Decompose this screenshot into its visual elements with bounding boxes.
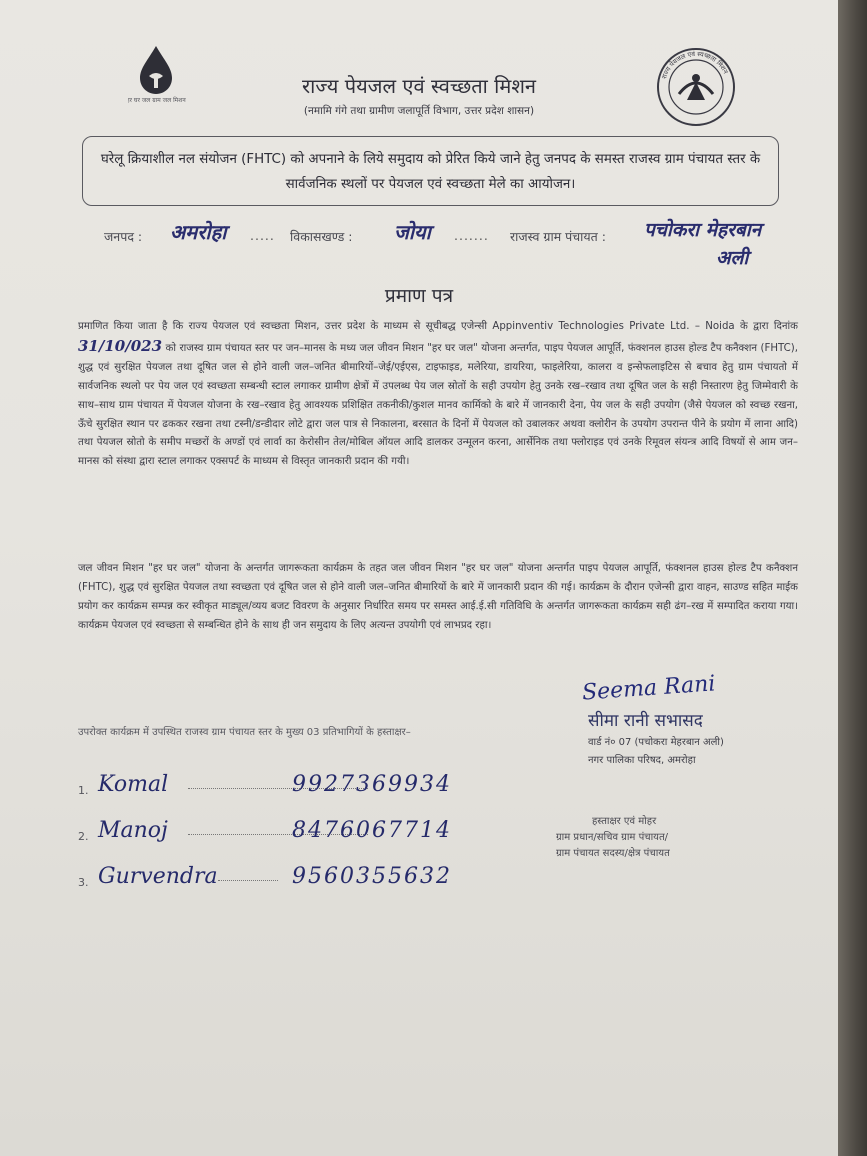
participant-row	[78, 772, 538, 812]
event-banner: घरेलू क्रियाशील नल संयोजन (FHTC) को अपनाने के लिये समुदाय को प्रेरित किये जाने हेतु जनपद के समस्त राजस्व ग्राम पंचायत स्तर के सार्वजनिक स्थलों पर पेयजल एवं स्वच्छता मेले का आयोजन।	[82, 136, 779, 206]
svg-text:हर घर जल ग्राम जल मिशन: हर घर जल ग्राम जल मिशन	[128, 97, 186, 104]
certificate-paragraph-1	[78, 318, 798, 472]
block-dots: .......	[454, 228, 489, 243]
panchayat-label: राजस्व ग्राम पंचायत :	[510, 229, 606, 244]
block-value: जोया	[394, 220, 431, 244]
background-edge	[838, 0, 867, 1156]
participant-name: Komal	[98, 772, 169, 797]
certificate-paragraph-2: जल जीवन मिशन "हर घर जल" योजना के अन्तर्गत जागरूकता कार्यक्रम के तहत जल जीवन मिशन "हर घर जल" योजना अन्तर्गत पाइप पेयजल आपूर्ति, फंक्शनल हाउस होल्ड टैप कनैक्शन (FHTC), शुद्ध एवं सुरक्षित पेयजल तथा स्वच्छता एवं दूषित जल से होने वाली जल–जनित बीमारियों के बारे में जानकारी प्रदान की गई। कार्यक्रम के दौरान एजेन्सी द्वारा वाहन, साउण्ड सहित माईक प्रयोग कर कार्यक्रम सम्पन्न कर स्वीकृत माड्यूल/व्यय बजट विवरण के अनुसार निर्धारित समय पर समस्त आई.ई.सी गतिविधि के अन्तर्गत जागरूकता कार्यक्रम सही ढंग–रख में सम्पादित कराया गया। कार्यक्रम पेयजल एवं स्वच्छता से सम्बन्धित होने के साथ ही जन समुदाय के लिए अत्यन्त उपयोगी एवं लाभप्रद रहा।	[78, 563, 798, 631]
svg-text:राज्य पेयजल एवं स्वच्छता मिशन: राज्य पेयजल एवं स्वच्छता मिशन	[660, 49, 730, 80]
sign-caption-line2: ग्राम प्रधान/सचिव ग्राम पंचायत/	[556, 832, 669, 843]
para1-after-date: को राजस्व ग्राम पंचायत स्तर पर जन–मानस के मध्य जल जीवन मिशन "हर घर जल" योजना अन्तर्गत, पाइप पेयजल आपूर्ति, फंक्शनल हाउस होल्ड टैप कनैक्शन (FHTC), शुद्ध एवं सुरक्षित पेयजल तथा दूषित जल से होने वाली जल–जनित बीमारियों–जेई/एईएस, टाइफाइड, मलेरिया, डायरिया, फाइलेरिया, कालरा व इन्सेफलाइटिस से बचाव हेतु ग्राम पंचायतो में सार्वजनिक स्थलो पर पेय जल एवं स्वच्छता सम्बन्धी स्टाल लगाकर ग्रामीण क्षेत्रों में उपलब्ध पेय जल स्रोतों के सही उपयोग हेतु उनके रख–रखाव तथा दूषित जल के सही निस्तारण हेतु जिम्मेवारी के साथ–साथ ग्राम पंचायत में पेयजल योजना के रख–रखाव हेतु आवश्यक प्रशिक्षित तकनीकी/कुशल मानव कार्मिको के बारे में जानकारी देना, पेय जल के सही उपयोग (जैसे पेयजल को स्वच्छ रखना, ऊँचे सुरक्षित स्थान पर ढककर रखना तथा टस्नी/डन्डीदार लोटे द्वारा जल पात्र से निकालना, बरसात के दिनों में पेयजल को उबालकर अथवा क्लोरीन के उपयोग उपरान्त पीने के प्रयोग में लाना आदि) तथा पेयजल स्रोतो के समीप मच्छरों के अण्डों एवं लार्वा का केरोसीन तेल/मोबिल ऑयल आदि डालकर उन्मूलन करना, आर्सेनिक तथा फ्लोराइड एवं उनके रिमूवल संयन्त्र आदि विषयों से आम जन–मानस को संस्था द्वारा स्टाल लगाकर एक्सपर्ट के माध्यम से विस्तृत जानकारी प्रदान की गयी।	[78, 342, 798, 468]
event-date: 31/10/023	[78, 336, 163, 355]
certificate-title: प्रमाण पत्र	[384, 285, 454, 307]
sign-caption-line3: ग्राम पंचायत सदस्य/क्षेत्र पंचायत	[556, 848, 670, 859]
block-label: विकासखण्ड :	[290, 229, 353, 244]
header-subtitle: (नमामि गंगे तथा ग्रामीण जलापूर्ति विभाग, उत्तर प्रदेश शासन)	[303, 105, 535, 117]
header-title: राज्य पेयजल एवं स्वच्छता मिशन	[301, 74, 537, 98]
participant-dots	[218, 880, 278, 881]
signature-cursive: Seema Rani	[581, 671, 717, 706]
participant-row	[78, 818, 538, 858]
participant-phone: 9560355632	[292, 864, 452, 889]
signature-caption	[556, 814, 796, 862]
sign-caption-line1: हस्ताक्षर एवं मोहर	[592, 816, 657, 827]
participant-phone: 8476067714	[292, 818, 452, 843]
district-label: जनपद :	[104, 229, 143, 244]
district-value: अमरोहा	[170, 220, 227, 244]
location-fields	[104, 219, 824, 269]
participant-phone: 9927369934	[292, 772, 452, 797]
official-signature	[568, 671, 818, 776]
participant-name: Manoj	[98, 818, 168, 843]
participants-label: उपरोक्त कार्यक्रम में उपस्थित राजस्व ग्राम पंचायत स्तर के मुख्य 03 प्रतिभागियों के हस्ताक्षर–	[78, 727, 411, 738]
para1-before-date: प्रमाणित किया जाता है कि राज्य पेयजल एवं स्वच्छता मिशन, उत्तर प्रदेश के माध्यम से सूचीबद्ध एजेन्सी Appinventiv Technologies Private Ltd. – Noida के द्वारा दिनांक	[78, 321, 798, 332]
signatory-office: नगर पालिका परिषद, अमरोहा	[588, 755, 696, 766]
state-seal-icon	[653, 44, 739, 130]
panchayat-value-line2: अली	[716, 247, 749, 269]
signatory-ward: वार्ड नं० 07 (पचोकरा मेहरबान अली)	[588, 737, 724, 748]
participant-number: 1.	[78, 784, 89, 797]
participant-row	[78, 864, 538, 904]
participant-number: 2.	[78, 830, 89, 843]
panchayat-value-line1: पचोकरा मेहरबान	[644, 219, 762, 241]
district-dots: .....	[250, 228, 275, 243]
signatory-name: सीमा रानी सभासद	[588, 711, 703, 731]
participant-number: 3.	[78, 876, 89, 889]
participant-name: Gurvendra	[98, 864, 218, 889]
